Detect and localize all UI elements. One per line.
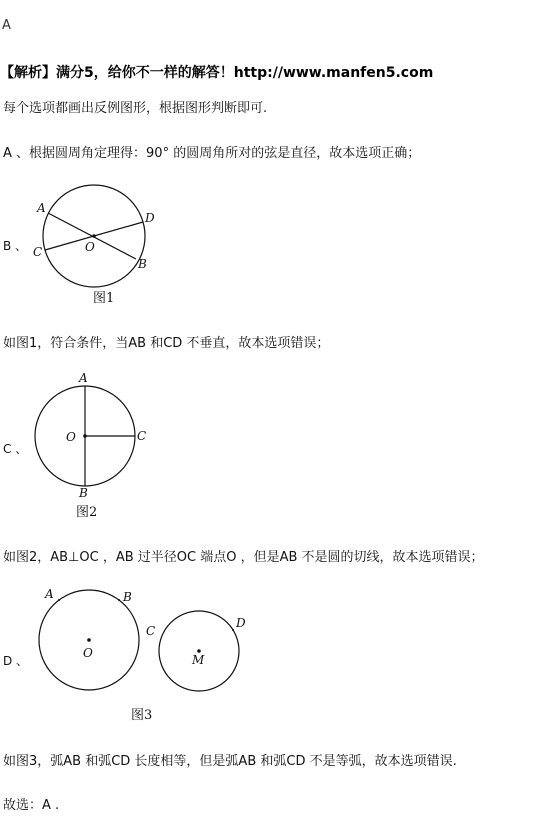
label-a: A (45, 587, 54, 601)
label-b: B (138, 257, 147, 271)
explanation-b: 如图1，符合条件，当AB 和CD 不垂直，故本选项错误； (3, 336, 330, 351)
label-a: A (37, 201, 46, 215)
tick-a (58, 599, 60, 601)
option-d-label: D 、 (3, 654, 29, 668)
label-a: A (79, 371, 88, 385)
explanation-d: 如图3，弧AB 和弧CD 长度相等，但是弧AB 和弧CD 不是等弧，故本选项错误. (3, 754, 457, 769)
solution-header: 【解析】满分5，给你不一样的解答！http://www.manfen5.com (0, 65, 434, 81)
answer-letter: A (2, 18, 11, 33)
tick-b (118, 599, 120, 601)
option-b-label: B 、 (3, 239, 28, 253)
conclusion: 故选：A . (3, 798, 60, 813)
label-d: D (145, 211, 155, 225)
label-b: B (123, 590, 132, 604)
figure-1-caption: 图1 (93, 291, 115, 306)
label-d: D (236, 616, 246, 630)
label-c: C (146, 624, 156, 638)
point-o (87, 638, 91, 642)
option-a-text: A 、根据圆周角定理得：90° 的圆周角所对的弦是直径，故本选项正确； (3, 146, 421, 161)
figure-2-caption: 图2 (76, 505, 98, 520)
label-b: B (79, 486, 88, 500)
label-o: O (66, 430, 76, 444)
label-o: O (85, 240, 95, 254)
label-c: C (33, 245, 43, 259)
label-m: M (192, 653, 205, 667)
explanation-c: 如图2，AB⊥OC ，AB 过半径OC 端点O ，但是AB 不是圆的切线，故本选项错误； (3, 550, 484, 565)
intro-text: 每个选项都画出反例图形，根据图形判断即可. (3, 101, 268, 116)
option-c-label: C 、 (3, 442, 28, 456)
label-o: O (83, 646, 93, 660)
tick-d (232, 629, 234, 631)
figure-3-caption: 图3 (131, 708, 153, 723)
label-c: C (137, 429, 147, 443)
